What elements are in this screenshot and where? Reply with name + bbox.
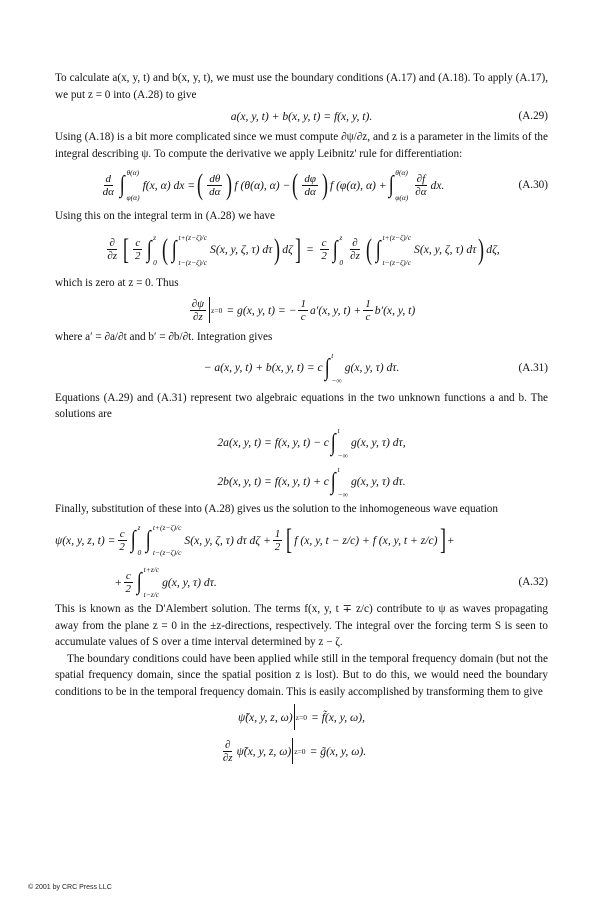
eq-number-a31: (A.31) xyxy=(518,361,548,374)
equation-a31: − a(x, y, t) + b(x, y, t) = c ∫ t −∞ g(x, y, τ) dτ. (A.31) xyxy=(203,350,548,385)
paragraph-1: To calculate a(x, y, t) and b(x, y, t), we must use the boundary conditions (A.17) and (A.18). To apply (A.17), we put z = 0 into (A.28) to give xyxy=(55,72,548,101)
paragraph-3: Using this on the integral term in (A.28) we have xyxy=(55,210,275,222)
equation-a30: $\frac{d}{d\alpha}$ ∫ θ(α) φ(α) f(x, α) dx = ( $\frac{d\theta}{d\alpha}$ ) f (θ(α), α) − ( $\frac{d\varphi}{d\alpha}$ ) f (φ(α), α) + ∫ θ(α) φ(α) $\frac{\partial f}{\partial\alpha}$ dx. (A.30) xyxy=(102,168,548,202)
paragraph-8: This is known as the D'Alembert solution. The terms f(x, y, t ∓ z/c) contribute to ψ as waves propagating away from the plane z = 0 in the ±z-directions, respectively. The integral over the forcing term S is seen to accumulate values of S over a time interval determined by z − ζ. xyxy=(55,603,548,648)
equation-a29 xyxy=(55,103,548,129)
eq-number-a29: (A.29) xyxy=(518,110,548,122)
paragraph-7: Finally, substitution of these into (A.28) gives us the solution to the inhomogeneous wave equation xyxy=(55,502,498,515)
paragraph-5: where a′ = ∂a/∂t and b′ = ∂b/∂t. Integration gives xyxy=(55,331,273,343)
eq-number-a32: (A.32) xyxy=(518,576,548,588)
copyright-footer: © 2001 by CRC Press LLC xyxy=(28,884,112,891)
paragraph-2: Using (A.18) is a bit more complicated since we must compute ∂ψ/∂z, and z is a parameter in the limits of the integral describing ψ. To compute the derivative we apply Leibnitz' rule for differentiation: xyxy=(55,131,548,160)
equation-ft-boundary-2: $\frac{\partial}{\partial z}$ ψ̃(x, y, z, ω) z=0 = g̃(x, y, ω). xyxy=(222,738,367,764)
paragraph-6: Equations (A.29) and (A.31) represent two algebraic equations in the two unknown functions a and b. The solutions are xyxy=(55,391,548,420)
paragraph-4: which is zero at z = 0. Thus xyxy=(55,276,179,289)
equation-solution-b: 2b(x, y, t) = f(x, y, t) + c ∫ t −∞ g(x, y, τ) dτ. xyxy=(217,464,406,499)
page-body xyxy=(55,70,548,768)
paragraph-9: The boundary conditions could have been applied while still in the temporal frequency domain (but not the spatial frequency domain, since the spatial position z is lost). But to do this, we would need the boundary conditions to be in the temporal frequency domain. This is easily accomplished by transforming them to give xyxy=(55,652,548,698)
equation-solution-a: 2a(x, y, t) = f(x, y, t) − c ∫ t −∞ g(x, y, τ) dτ, xyxy=(217,425,406,460)
equation-leibnitz-applied: $\frac{\partial}{\partial z}$ [ $\frac{c}{2}$ ∫ z 0 ( ∫ t+(z−ζ)/c t−(z−ζ)/c S(x, y, ζ, τ) dτ ) dζ ] = $\frac{c}{2}$ ∫ z 0 $\frac{\partial}{\partial z}$ ( ∫ t+(z−ζ)/c t−(z−ζ)/c S(x, y, ζ, τ) dτ ) dζ, xyxy=(107,232,500,267)
equation-derivative: $\frac{\partial\psi}{\partial z}$ z=0 = g(x, y, t) = − $\frac{1}{c}$ a′(x, y, t) + $\frac{1}{c}$ b′(x, y, t) xyxy=(191,297,416,323)
integral-sign: ∫ xyxy=(119,172,125,198)
eq-number-a30: (A.30) xyxy=(518,179,548,191)
equation-a32-line2: + $\frac{c}{2}$ ∫ t+z/c t−z/c g(x, y, τ) dτ. (A.32) xyxy=(115,565,548,599)
eq-a29-body: a(x, y, t) + b(x, y, t) = f(x, y, t). xyxy=(230,109,373,123)
equation-ft-boundary-1: ψ̃(x, y, z, ω) z=0 = f̃(x, y, ω), xyxy=(55,700,548,734)
equation-a32-line1: ψ(x, y, z, t) = $\frac{c}{2}$ ∫ z 0 ∫ t+(z−ζ)/c t−(z−ζ)/c S(x, y, ζ, τ) dτ dζ + $\frac{1}{2}$ [ f (x, y, t − z/c) + f (x, y, t + z/c) ] + xyxy=(55,523,455,557)
